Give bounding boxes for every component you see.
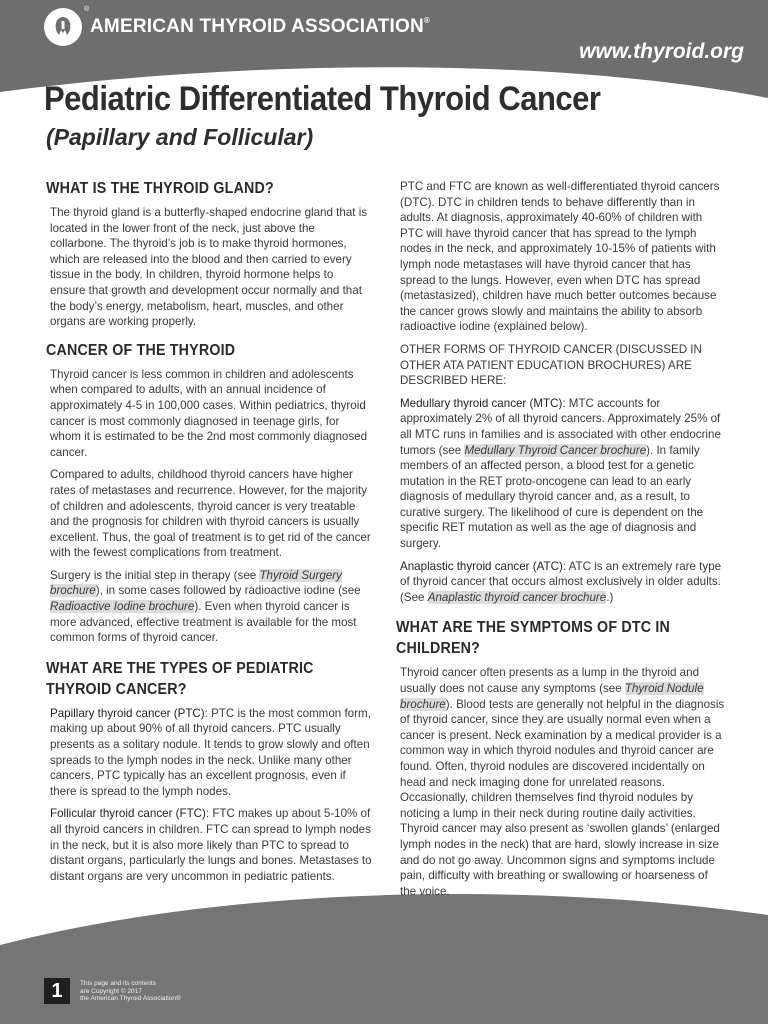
paragraph-thyroid-gland: The thyroid gland is a butterfly-shaped endocrine gland that is located in the lower front of the neck, just above the collarbone. The thyroid’s job is to make thyroid hormones, which are released into the blood and then carried to every tissue in the body. In children, thyroid hormone helps to ensure that growth and development occur normally and that the body’s energy, metabolism, heart, muscles, and other organs are working properly. <box>50 206 368 329</box>
ftc-label: Follicular thyroid cancer (FTC) <box>50 807 206 821</box>
atc-label: Anaplastic thyroid cancer (ATC) <box>400 559 563 573</box>
paragraph-mtc: Medullary thyroid cancer (MTC): MTC accounts for approximately 2% of all thyroid cancers. Approximately 25% of all MTC runs in families and is associated with other endocrine tumors (see Medullary Thyroid Cancer brochure). In family members of an affected person, a blood test for a genetic mutation in the RET proto-oncogene can lead to an early diagnosis of medullary thyroid cancer and, as a result, to curative surgery. The likelihood of cure is dependent on the specific RET mutation as well as the age of diagnosis and surgery. <box>400 396 721 551</box>
paragraph-ftc: Follicular thyroid cancer (FTC): FTC makes up about 5-10% of all thyroid cancers in children. FTC can spread to lymph nodes in the neck, but it is also more likely than PTC to spread to distant organs, particularly the lungs and bones. Metastases to distant organs are very uncommon in pediatric patients. <box>50 807 372 883</box>
paragraph-symptoms: Thyroid cancer often presents as a lump in the thyroid and usually does not cause any symptoms (see Thyroid Nodule brochure). Blood tests are generally not helpful in the diagnosis of thyroid cancer, since they are usually normal even when a cancer is present. Neck examination by a medical provider is a common way in which thyroid nodules and thyroid cancer are found. Often, thyroid nodules are discovered incidentally on head and neck imaging done for unrelated reasons. Occasionally, children themselves find thyroid nodules by noticing a lump in their neck during routine daily activities. Thyroid cancer may also present as ‘swollen glands’ (enlarged lymph nodes in the neck) that are hard, slowly increase in size and do not go away. Uncommon signs and symptoms include pain, difficulty with breathing or swallowing or hoarseness of the voice. <box>400 666 725 898</box>
registered-mark: ® <box>423 16 430 25</box>
section-heading-types: WHAT ARE THE TYPES OF PEDIATRIC THYROID CANCER? <box>46 659 314 698</box>
link-radioactive-iodine-brochure[interactable]: Radioactive Iodine brochure <box>50 600 195 614</box>
paragraph-dtc: PTC and FTC are known as well-differentiated thyroid cancers (DTC). DTC in children tends to behave differently than in adults. At diagnosis, approximately 40-60% of children with PTC will have thyroid cancer that has spread to the lymph nodes in the neck, and approximately 10-15% of patients with lymph node metastases will have thyroid cancer that has spread to the lungs. However, even when DTC has spread (metastasized), children have much better outcomes because the cancer grows slowly and maintains the ability to absorb radioactive iodine (explained below). <box>400 180 720 334</box>
right-column <box>396 179 725 906</box>
page-number: 1 <box>44 978 70 1004</box>
link-medullary-brochure[interactable]: Medullary Thyroid Cancer brochure <box>464 443 647 457</box>
ptc-label: Papillary thyroid cancer (PTC) <box>50 706 205 720</box>
org-name: AMERICAN THYROID ASSOCIATION® <box>90 16 430 37</box>
section-heading-symptoms: WHAT ARE THE SYMPTOMS OF DTC IN CHILDREN? <box>396 619 671 658</box>
section-heading-cancer-of-thyroid: CANCER OF THE THYROID <box>46 341 236 359</box>
paragraph-treatment: Surgery is the initial step in therapy (see Thyroid Surgery brochure), in some cases followed by radioactive iodine (see Radioactive Iodine brochure). Even when thyroid cancer is more advanced, effective treatment is available for the most common forms of thyroid cancer. <box>50 568 361 645</box>
paragraph-atc: Anaplastic thyroid cancer (ATC): ATC is an extremely rare type of thyroid cancer that occurs almost exclusively in older adults. (See Anaplastic thyroid cancer brochure.) <box>400 559 722 604</box>
page-title: Pediatric Differentiated Thyroid Cancer <box>44 80 601 118</box>
logo-registered-mark: ® <box>84 6 90 13</box>
link-thyroid-nodule-brochure[interactable]: Thyroid Nodule brochure <box>400 682 704 711</box>
link-thyroid-surgery-brochure[interactable]: Thyroid Surgery brochure <box>50 568 342 598</box>
mtc-label: Medullary thyroid cancer (MTC) <box>400 396 563 410</box>
section-heading-thyroid-gland: WHAT IS THE THYROID GLAND? <box>46 180 274 197</box>
paragraph-ptc: Papillary thyroid cancer (PTC): PTC is the most common form, making up about 90% of all thyroid cancers. PTC usually presents as a solitary nodule. It tends to grow slowly and often spreads to the lymph nodes in the neck. Unlike many other cancers, PTC typically has an excellent prognosis, even if there is spread to the lymph nodes. <box>50 706 371 798</box>
paragraph-other-forms: OTHER FORMS OF THYROID CANCER (DISCUSSED IN OTHER ATA PATIENT EDUCATION BROCHURES) ARE DESCRIBED HERE: <box>400 342 702 388</box>
left-column <box>46 178 372 891</box>
thyroid-logo-icon <box>44 8 82 46</box>
link-anaplastic-brochure[interactable]: Anaplastic thyroid cancer brochure <box>427 590 607 604</box>
paragraph-prognosis: Compared to adults, childhood thyroid cancers have higher rates of metastases and recurrence. However, for the majority of children and adolescents, thyroid cancer is very treatable and the prognosis for children with thyroid cancers is usually excellent. Thus, the goal of treatment is to get rid of the cancer with the fewest complications from treatment. <box>50 468 371 560</box>
page-subtitle: (Papillary and Follicular) <box>46 124 314 150</box>
copyright-notice: This page and its contents are Copyright © 2017 the American Thyroid Association® <box>80 980 181 1002</box>
header-logo[interactable] <box>44 8 430 46</box>
paragraph-incidence: Thyroid cancer is less common in children and adolescents when compared to adults, with an annual incidence of approximately 4-5 in 100,000 cases. Within pediatrics, thyroid cancer is most commonly diagnosed in teenage girls, for whom it is estimated to be the 2nd most commonly diagnosed cancer. <box>50 367 368 459</box>
website-url[interactable]: www.thyroid.org <box>579 40 744 63</box>
